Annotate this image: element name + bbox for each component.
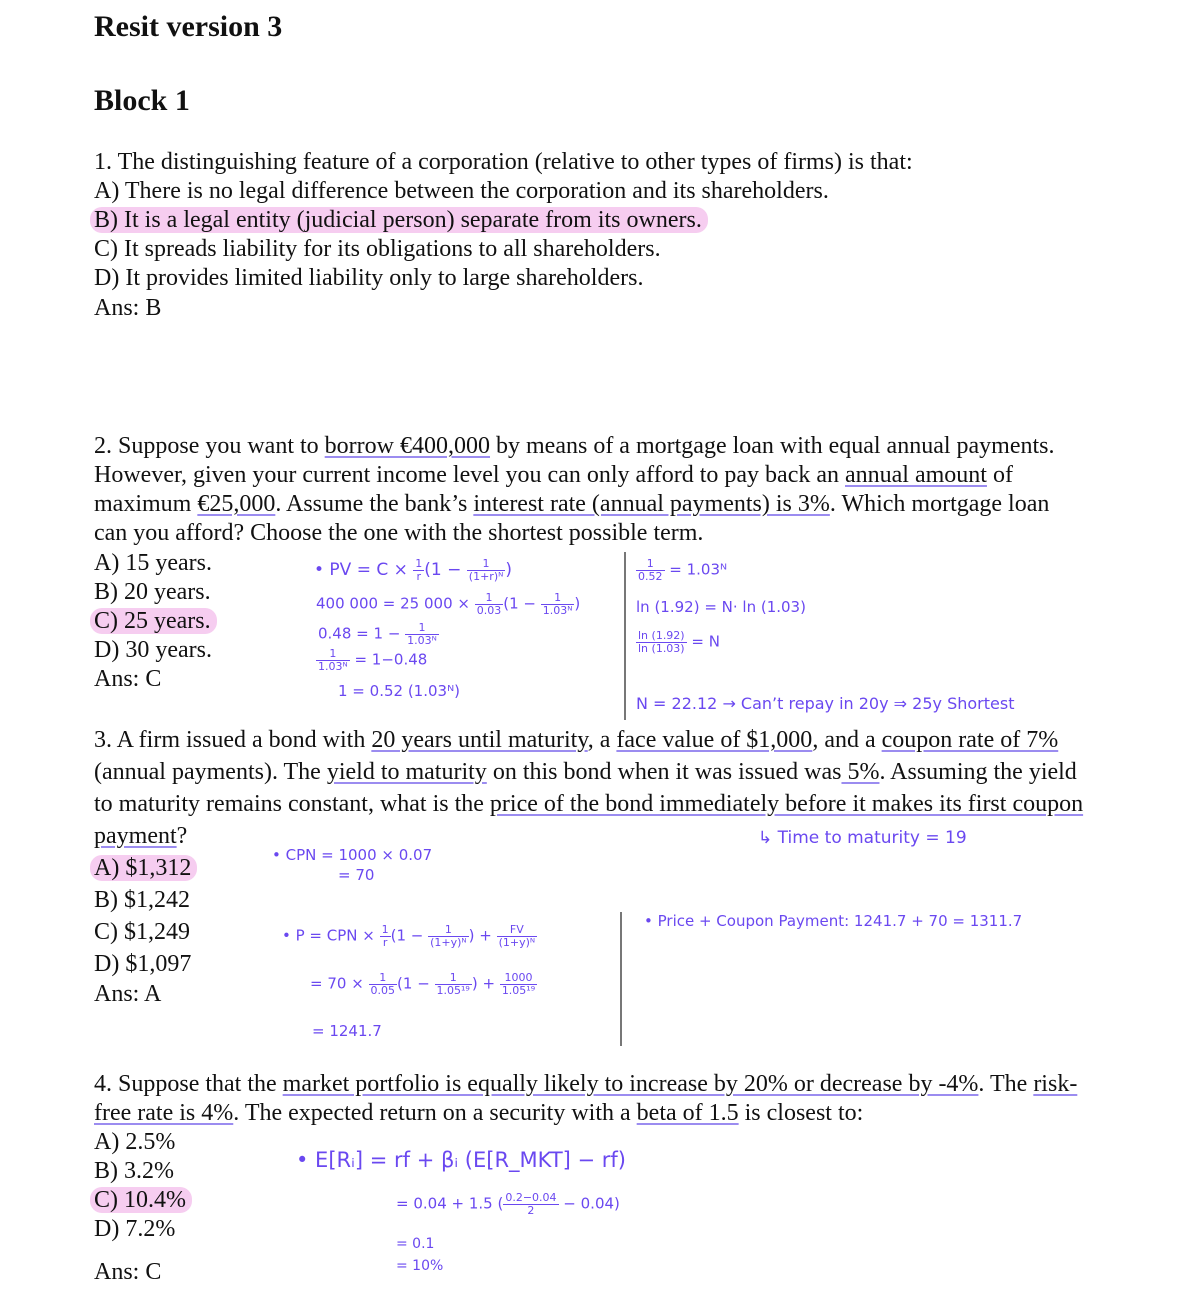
q3-option-a-highlighted: A) $1,312 (90, 855, 197, 881)
q4-option-a: A) 2.5% (94, 1129, 176, 1155)
q2-note-log: ln (1.92) = N· ln (1.03) (636, 598, 806, 616)
q4-line-1: 4. Suppose that the market portfolio is equally likely to increase by 20% or decrease by -4%. The risk- (94, 1071, 1078, 1097)
q1-question: 1. The distinguishing feature of a corporation (relative to other types of firms) is that: (94, 149, 913, 175)
q2-note-substitution: 400 000 = 25 000 × $\frac{1}{0.03}$ (1 − $\frac{1}{\text{1.03ᴺ}}$ ) (316, 591, 581, 617)
q2-notes-divider (624, 552, 626, 720)
q2-option-b: B) 20 years. (94, 579, 211, 605)
q3-option-b: B) $1,242 (94, 887, 190, 913)
q2-option-c-highlighted: C) 25 years. (90, 608, 217, 634)
q3-line-1: 3. A firm issued a bond with 20 years until maturity, a face value of $1,000, and a coupon rate of 7% (94, 727, 1059, 753)
q3-note-coupon-value: = 70 (338, 866, 375, 884)
q3-answer: Ans: A (94, 981, 162, 1007)
q4-option-d: D) 7.2% (94, 1216, 176, 1242)
q3-note-price-result: = 1241.7 (312, 1022, 382, 1040)
q4-note-capm-substitution: = 0.04 + 1.5 ( $\frac{0.2-0.04}{2}$ − 0.04) (396, 1191, 620, 1217)
q2-note-log-ratio: $\frac{\ln (1.92)}{\ln (1.03)}$ = N (638, 629, 720, 655)
q4-note-result-decimal: = 0.1 (396, 1236, 435, 1252)
q1-option-a: A) There is no legal difference between the corporation and its shareholders. (94, 178, 829, 204)
q2-note-result: N = 22.12 → Can’t repay in 20y ⇒ 25y Shortest (636, 694, 1015, 713)
q2-line-4: can you afford? Choose the one with the shortest possible term. (94, 520, 704, 546)
q4-note-capm: • E[Rᵢ] = rf + βᵢ (E[R_MKT] − rf) (296, 1148, 627, 1172)
q4-option-c-highlighted: C) 10.4% (90, 1187, 192, 1213)
q3-option-d: D) $1,097 (94, 951, 192, 977)
block-heading: Block 1 (94, 84, 190, 117)
q4-note-result-percent: = 10% (396, 1258, 444, 1274)
q2-line-1: 2. Suppose you want to borrow €400,000 by means of a mortgage loan with equal annual payments. (94, 433, 1055, 459)
q2-note-pv-formula: • PV = C × $\frac{1}{r}$ (1 − $\frac{1}{\text{(1+r)ᴺ}}$ ) (314, 557, 512, 583)
q2-note-ratio: $\frac{1}{0.52}$ = 1.03ᴺ (638, 557, 728, 583)
q3-line-3: to maturity remains constant, what is the price of the bond immediately before it makes its first coupon (94, 791, 1084, 817)
q4-line-2: free rate is 4%. The expected return on a security with a beta of 1.5 is closest to: (94, 1100, 864, 1126)
q2-option-d: D) 30 years. (94, 637, 212, 663)
q1-option-c: C) It spreads liability for its obligations to all shareholders. (94, 236, 661, 262)
q3-option-c: C) $1,249 (94, 919, 190, 945)
q3-notes-divider (620, 912, 622, 1046)
q3-note-coupon: • CPN = 1000 × 0.07 (272, 846, 433, 864)
q2-option-a: A) 15 years. (94, 550, 212, 576)
q2-answer: Ans: C (94, 666, 162, 692)
q2-line-2: However, given your current income level you can only afford to pay back an annual amount of (94, 462, 1013, 488)
q1-option-d: D) It provides limited liability only to large shareholders. (94, 265, 644, 291)
q3-note-price-formula: • P = CPN × $\frac{1}{r}$ (1 − $\frac{1}{\text{(1+y)ᴺ}}$ ) + $\frac{FV}{\text{(1+y)ᴺ}}$ (282, 923, 536, 949)
q1-answer: Ans: B (94, 295, 162, 321)
q3-line-4: payment? (94, 823, 188, 849)
q4-answer: Ans: C (94, 1259, 162, 1285)
q3-note-price-substitution: = 70 × $\frac{1}{0.05}$ (1 − $\frac{1}{\text{1.05¹⁹}}$ ) + $\frac{1000}{\text{1.05¹⁹}}$ (310, 971, 536, 997)
q2-note-step-3: 1 = 0.52 (1.03ᴺ) (338, 682, 460, 700)
q2-note-step-2: $\frac{1}{\text{1.03ᴺ}}$ = 1−0.48 (318, 647, 428, 673)
q3-line-2: (annual payments). The yield to maturity on this bond when it was issued was 5%. Assuming the yield (94, 759, 1077, 785)
q3-note-price-plus-coupon: • Price + Coupon Payment: 1241.7 + 70 = 1311.7 (644, 912, 1023, 930)
page-title: Resit version 3 (94, 10, 283, 43)
q2-note-step-1: 0.48 = 1 − $\frac{1}{\text{1.03ᴺ}}$ (318, 621, 437, 647)
q1-option-b-highlighted: B) It is a legal entity (judicial person) separate from its owners. (90, 207, 708, 233)
q2-line-3: maximum €25,000. Assume the bank’s interest rate (annual payments) is 3%. Which mortgage loan (94, 491, 1050, 517)
q3-note-time-to-maturity: ↳ Time to maturity = 19 (758, 828, 967, 848)
q4-option-b: B) 3.2% (94, 1158, 174, 1184)
